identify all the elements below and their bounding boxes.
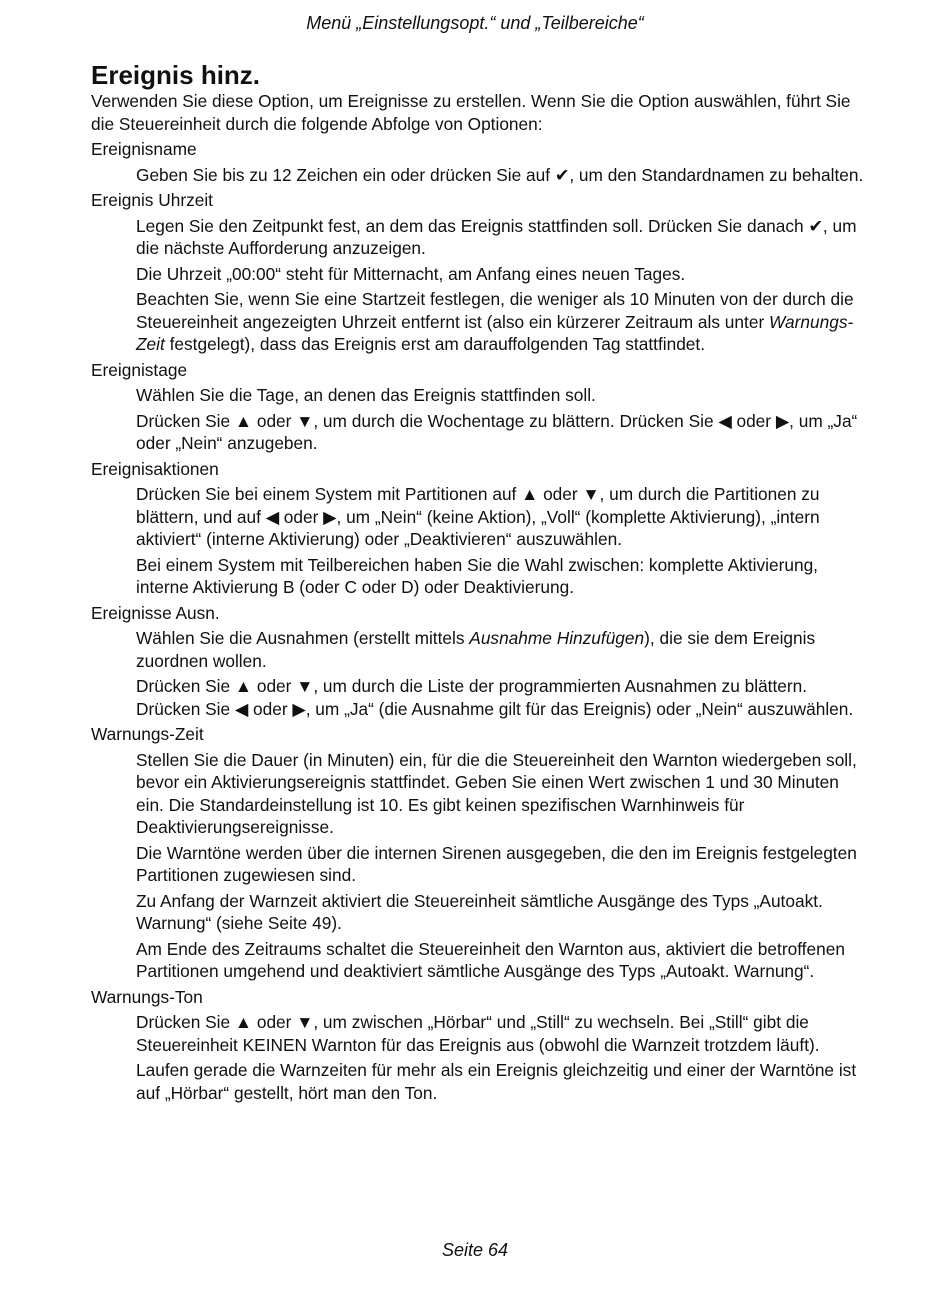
option-description: Die Uhrzeit „00:00“ steht für Mitternacht, am Anfang eines neuen Tages. bbox=[136, 263, 686, 284]
page-content bbox=[91, 60, 866, 1107]
note-text: Beachten Sie, wenn Sie eine Startzeit festlegen, die weniger als 10 Minuten von der durch die Steuereinheit angezeigten Uhrzeit entfernt ist (also ein kürzerer Zeitraum als unter bbox=[136, 289, 854, 332]
section-title: Ereignis hinz. bbox=[91, 60, 261, 90]
option-description: Legen Sie den Zeitpunkt fest, an dem das Ereignis stattfinden soll. Drücken Sie danach ✔, um die nächste Aufforderung anzuzeigen. bbox=[136, 215, 857, 258]
option-term: Ereignisname bbox=[91, 139, 197, 159]
option-description: Wählen Sie die Tage, an denen das Ereignis stattfinden soll. bbox=[136, 385, 596, 405]
cross-reference: Ausnahme Hinzufügen bbox=[469, 628, 645, 648]
option-note bbox=[136, 288, 866, 356]
option-ereignisaktionen bbox=[91, 458, 866, 599]
cross-reference: Warnungs-Zeit bbox=[136, 311, 854, 354]
option-note bbox=[136, 627, 866, 672]
running-header: Menü „Einstellungsopt.“ und „Teilbereiche“ bbox=[306, 13, 644, 33]
option-description: Zu Anfang der Warnzeit aktiviert die Steuereinheit sämtliche Ausgänge des Typs „Autoakt. Warnung“ (siehe Seite 49). bbox=[136, 890, 823, 933]
note-text: Wählen Sie die Ausnahmen (erstellt mittels bbox=[136, 628, 470, 648]
option-warnungs-zeit bbox=[91, 723, 866, 983]
option-term: Ereignisse Ausn. bbox=[91, 602, 220, 623]
option-description: Drücken Sie bei einem System mit Partitionen auf ▲ oder ▼, um durch die Partitionen zu blättern, und auf ◀ oder ▶, um „Nein“ (keine Aktion), „Voll“ (komplette Aktivierung), „intern aktiviert“ (interne Aktivierung) oder „Deaktivieren“ auszuwählen. bbox=[136, 484, 820, 549]
option-ereignis-uhrzeit bbox=[91, 189, 866, 356]
option-term: Ereignis Uhrzeit bbox=[91, 190, 213, 210]
option-description: Stellen Sie die Dauer (in Minuten) ein, für die die Steuereinheit den Warnton wiedergeben soll, bevor ein Aktivierungsereignis stattfindet. Geben Sie einen Wert zwischen 1 und 30 Minuten ein. Die Standardeinstellung ist 10. Es gibt keinen spezifischen Warnhinweis für Deaktivierungsereignisse. bbox=[136, 749, 857, 837]
note-text: festgelegt), dass das Ereignis erst am darauffolgenden Tag stattfindet. bbox=[164, 334, 706, 354]
page-number: Seite 64 bbox=[441, 1240, 509, 1260]
option-ereignistage bbox=[91, 359, 866, 455]
option-description: Drücken Sie ▲ oder ▼, um durch die Wochentage zu blättern. Drücken Sie ◀ oder ▶, um „Ja“ oder „Nein“ anzugeben. bbox=[136, 410, 858, 453]
option-term: Ereignistage bbox=[91, 359, 188, 380]
option-description: Am Ende des Zeitraums schaltet die Steuereinheit den Warnton aus, aktiviert die betroffenen Partitionen umgehend und deaktiviert sämtliche Ausgänge des Typs „Autoakt. Warnung“. bbox=[136, 938, 845, 981]
option-ereignisse-ausn bbox=[91, 602, 866, 721]
option-ereignisname bbox=[91, 138, 866, 186]
note-text: ), die sie dem Ereignis zuordnen wollen. bbox=[136, 628, 816, 671]
option-description: Geben Sie bis zu 12 Zeichen ein oder drücken Sie auf ✔, um den Standardnamen zu behalten. bbox=[136, 164, 864, 185]
option-term: Ereignisaktionen bbox=[91, 458, 219, 479]
option-warnungs-ton bbox=[91, 986, 866, 1105]
option-description: Die Warntöne werden über die internen Sirenen ausgegeben, die den im Ereignis festgelegten Partitionen zugewiesen sind. bbox=[136, 842, 857, 885]
section-intro: Verwenden Sie diese Option, um Ereignisse zu erstellen. Wenn Sie die Option auswählen, führt Sie die Steuereinheit durch die folgende Abfolge von Optionen: bbox=[91, 91, 851, 134]
option-description: Bei einem System mit Teilbereichen haben Sie die Wahl zwischen: komplette Aktivierung, interne Aktivierung B (oder C oder D) oder Deaktivierung. bbox=[136, 554, 818, 597]
option-description: Drücken Sie ▲ oder ▼, um durch die Liste der programmierten Ausnahmen zu blättern. Drücken Sie ◀ oder ▶, um „Ja“ (die Ausnahme gilt für das Ereignis) oder „Nein“ auszuwählen. bbox=[136, 676, 854, 719]
option-description: Drücken Sie ▲ oder ▼, um zwischen „Hörbar“ und „Still“ zu wechseln. Bei „Still“ gibt die Steuereinheit KEINEN Warnton für das Ereignis aus (obwohl die Warnzeit trotzdem läuft). bbox=[136, 1012, 820, 1055]
option-term: Warnungs-Zeit bbox=[91, 724, 204, 744]
option-description: Laufen gerade die Warnzeiten für mehr als ein Ereignis gleichzeitig und einer der Warntöne ist auf „Hörbar“ gestellt, hört man den Ton. bbox=[136, 1060, 857, 1103]
option-term: Warnungs-Ton bbox=[91, 986, 203, 1007]
